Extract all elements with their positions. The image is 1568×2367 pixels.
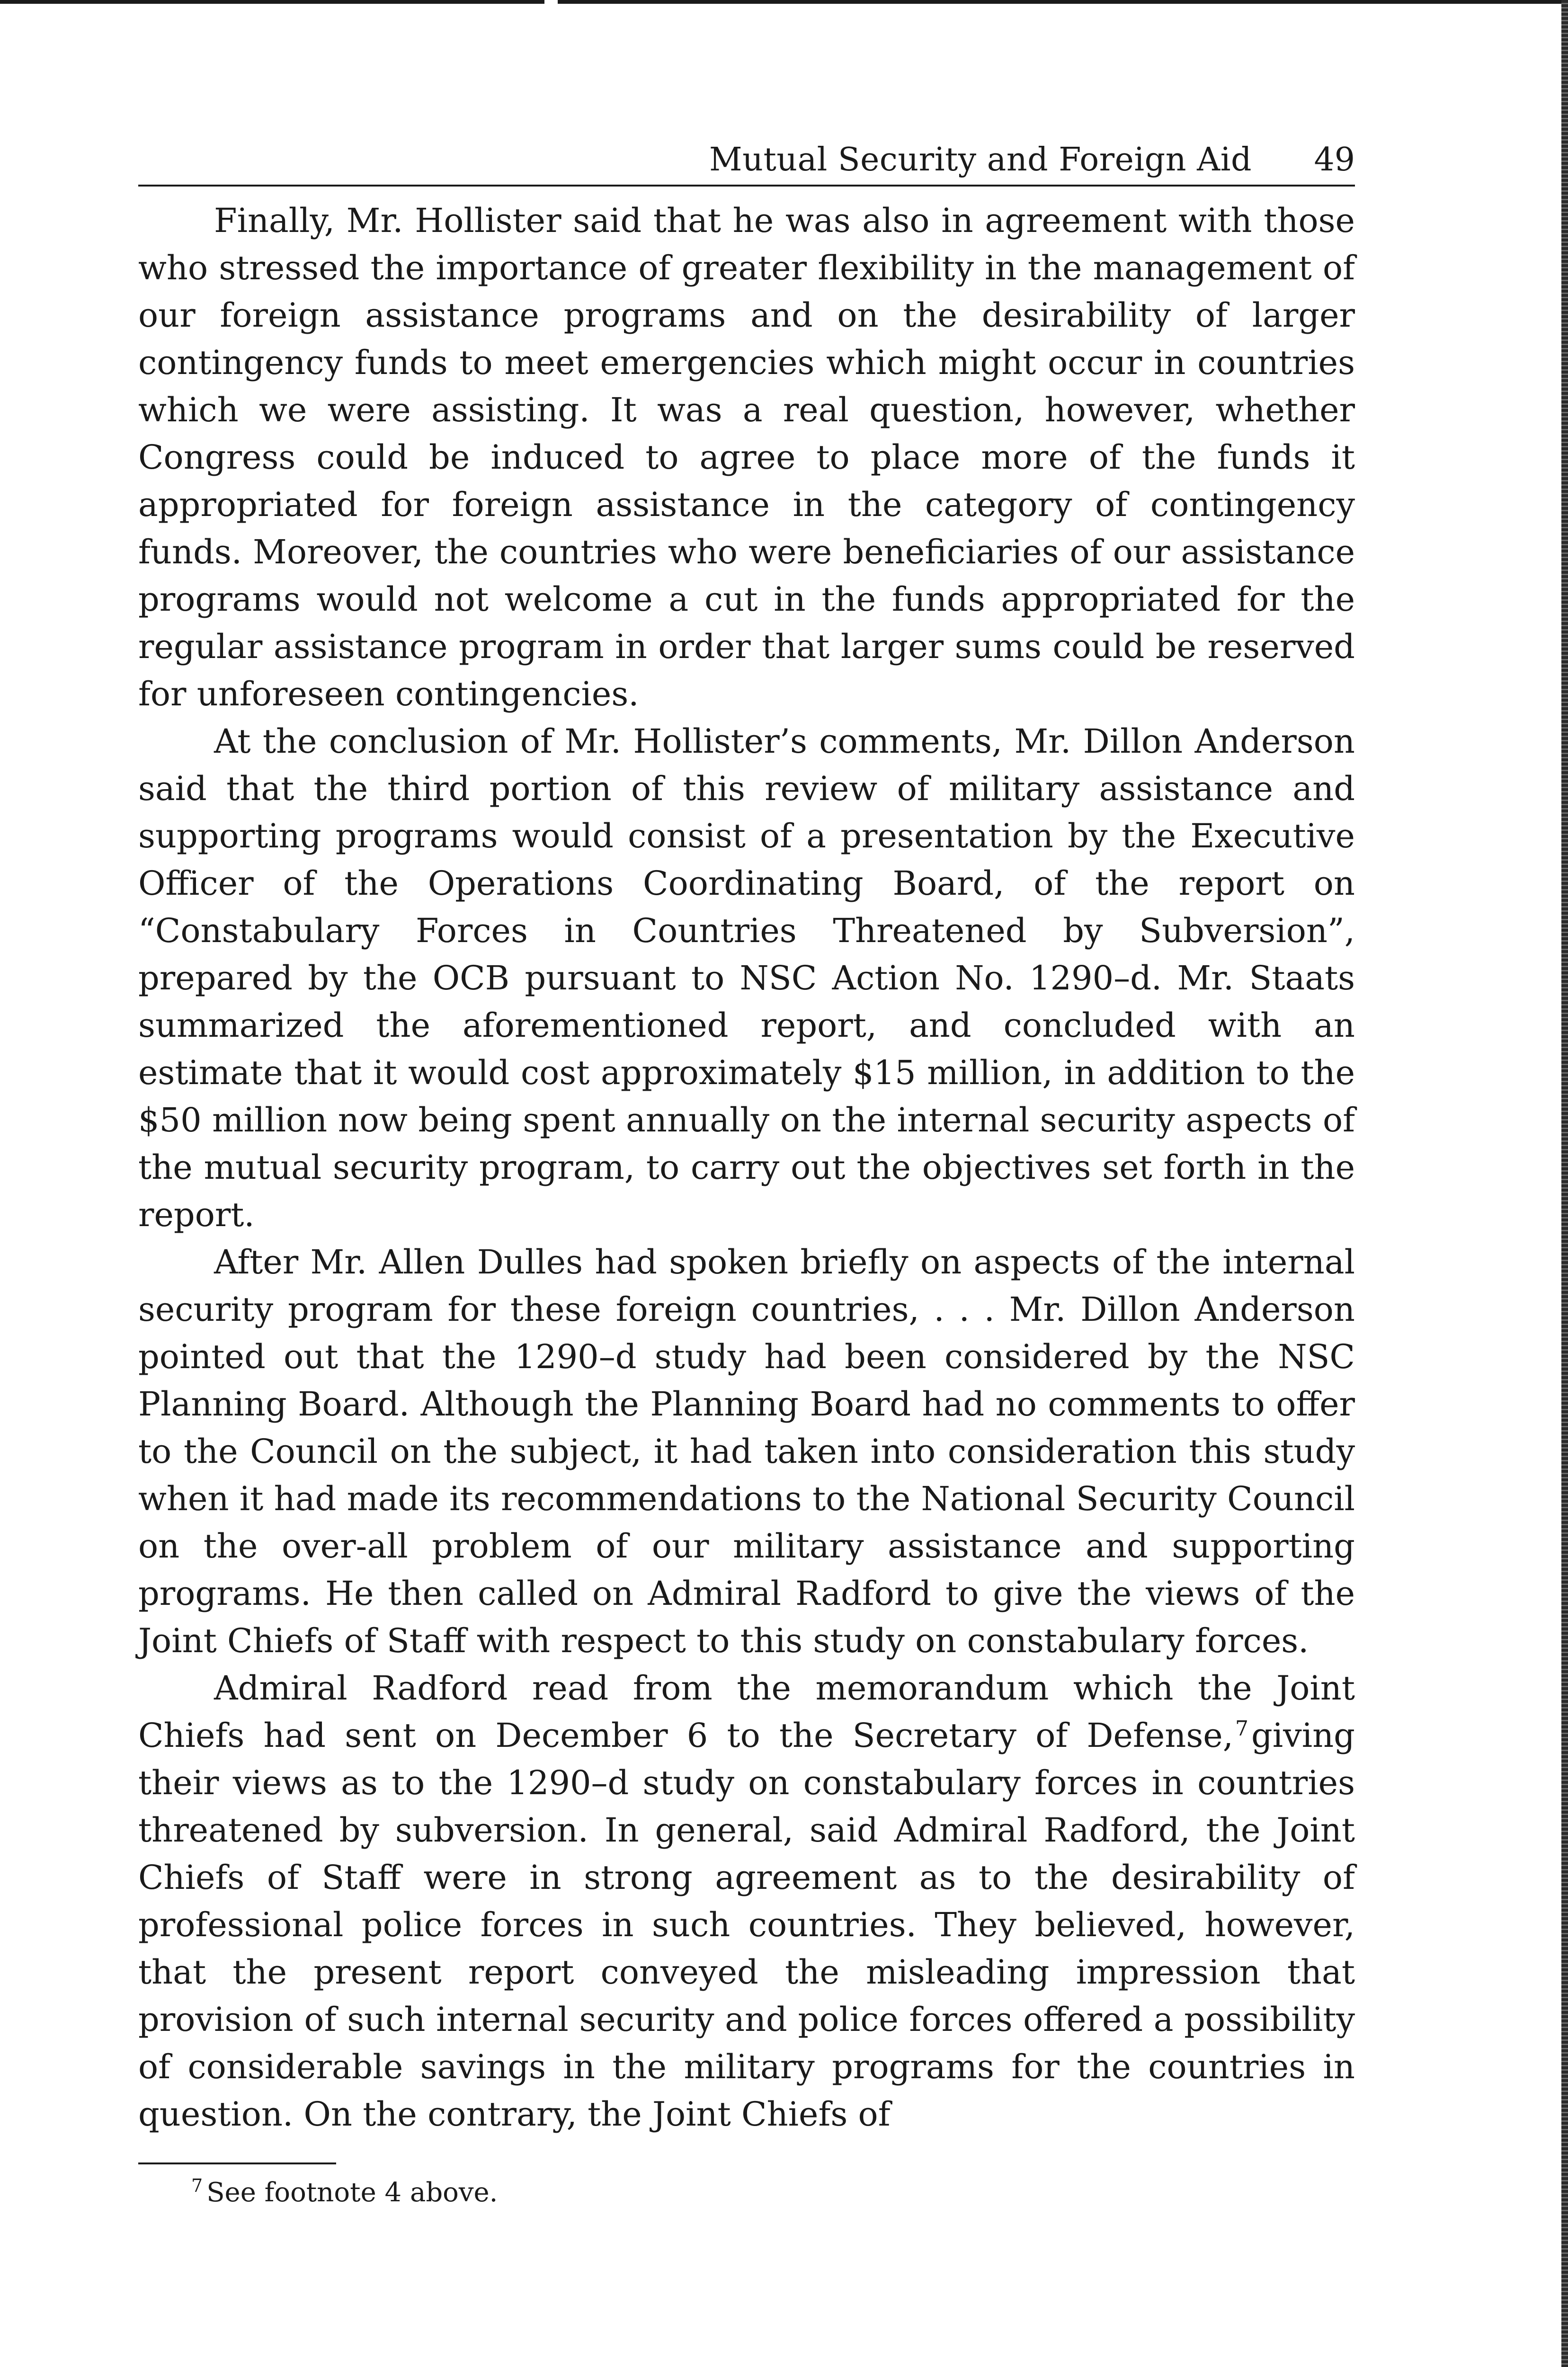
right-scan-edge <box>1561 0 1568 2367</box>
page-number: 49 <box>1314 141 1355 178</box>
document-page <box>138 137 1355 2212</box>
top-scan-border <box>0 0 1568 4</box>
paragraph-radford-text-start: Admiral Radford read from the memorandum which the Joint Chiefs had sent on December 6 to the Secretary of Defense, <box>138 1669 1355 1755</box>
running-head <box>138 137 1355 187</box>
footnote-text: See footnote 4 above. <box>206 2177 498 2208</box>
footnote <box>138 2174 1355 2212</box>
paragraph-constabulary-report: At the conclusion of Mr. Hollister’s comments, Mr. Dillon Anderson said that the third portion of this review of military assistance and supporting programs would consist of a presentation by the Executive Officer of the Operations Coordinating Board, of the report on “Constabulary Forces in Countries Threatened by Subversion”, prepared by the OCB pursuant to NSC Action No. 1290–d. Mr. Staats summarized the aforementioned report, and concluded with an estimate that it would cost approximately $15 million, in addition to the $50 million now being spent annually on the internal security aspects of the mutual security program, to carry out the objectives set forth in the report. <box>138 722 1355 1234</box>
top-scan-border-gap <box>544 0 558 4</box>
paragraph-hollister-flexibility: Finally, Mr. Hollister said that he was also in agreement with those who stressed the importance of greater flexibility in the management of our foreign assistance programs and on the desirability of larger contingency funds to meet emergencies which might occur in countries which we were assisting. It was a real question, however, whether Congress could be induced to agree to place more of the funds it appropriated for foreign assistance in the category of contingency funds. Moreover, the countries who were beneficiaries of our assistance programs would not welcome a cut in the funds appropriated for the regular assistance program in order that larger sums could be reserved for unforeseen contingencies. <box>138 201 1355 713</box>
paragraph-radford-memorandum <box>138 1664 1355 2138</box>
footnote-reference[interactable]: 7 <box>1235 1716 1248 1741</box>
footnote-divider <box>138 2162 336 2164</box>
footnote-marker: 7 <box>191 2175 203 2197</box>
body-text <box>138 197 1355 2138</box>
paragraph-radford-text-end: giving their views as to the 1290–d study on constabulary forces in countries threatened by subversion. In general, said Admiral Radford, the Joint Chiefs of Staff were in strong agreement as to the desirability of professional police forces in such countries. They believed, however, that the present report conveyed the misleading impression that provision of such internal security and police forces offered a possibility of considerable savings in the military programs for the countries in question. On the contrary, the Joint Chiefs of <box>138 1716 1355 2134</box>
running-title: Mutual Security and Foreign Aid <box>709 141 1252 178</box>
paragraph-planning-board: After Mr. Allen Dulles had spoken briefly on aspects of the internal security program for these foreign countries, . . . Mr. Dillon Anderson pointed out that the 1290–d study had been considered by the NSC Planning Board. Although the Planning Board had no comments to offer to the Council on the subject, it had taken into consideration this study when it had made its recommendations to the National Security Council on the over-all problem of our military assistance and supporting programs. He then called on Admiral Radford to give the views of the Joint Chiefs of Staff with respect to this study on constabulary forces. <box>138 1243 1355 1660</box>
